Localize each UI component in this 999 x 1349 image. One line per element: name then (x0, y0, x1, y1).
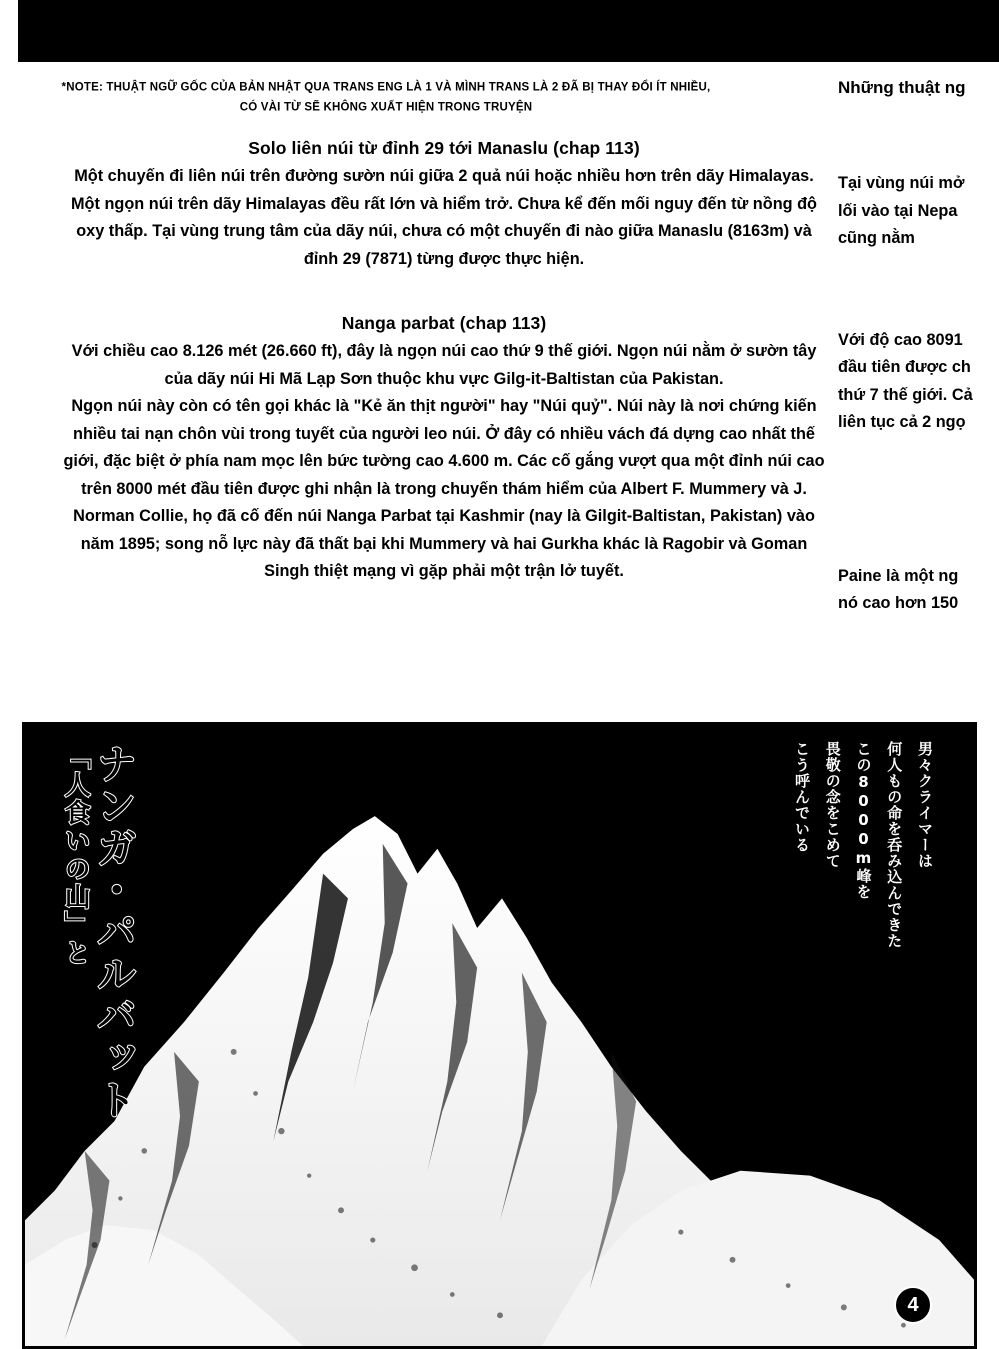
right-para1-line2: lối vào tại Nepa (838, 201, 958, 220)
right-para2-line4: liên tục cả 2 ngọ (838, 413, 966, 431)
right-clipped-column (838, 78, 999, 618)
panel-caption-col-5: こう呼んでいる (793, 741, 811, 853)
section-title-solo: Solo liên núi từ đỉnh 29 tới Manaslu (chap 113) (248, 138, 640, 158)
right-spacer-3 (838, 437, 999, 563)
section-title-nanga: Nanga parbat (chap 113) (341, 313, 547, 333)
translator-note: *NOTE: THUẬT NGỮ GỐC CỦA BẢN NHẬT QUA TRANS ENG LÀ 1 VÀ MÌNH TRANS LÀ 2 ĐÃ BỊ THAY ĐỔI ÍT NHIỀU, CÓ VÀI TỪ SẼ KHÔNG XUẤT HIỆN TRONG TRUYỆN (61, 81, 711, 114)
panel-caption-col-4: 畏敬の念をこめて (823, 741, 842, 869)
right-para2-line1: Với độ cao 8091 (838, 330, 963, 349)
section-body-nanga-2: Ngọn núi này còn có tên gọi khác là "Kẻ ăn thịt người" hay "Núi quỷ". Núi này là nơi chứng kiến nhiều tai nạn chôn vùi trong tuyết của người leo núi. Ở đây có nhiều vách đá dựng cao nhất thế giới, đặc biệt ở phía nam mọc lên bức tường cao 4.600 m. Các cố gắng vượt qua một đỉnh núi cao trên 8000 mét đầu tiên được ghi nhận là trong chuyến thám hiểm của Albert F. Mummery và J. Norman Collie, họ đã cố đến núi Nanga Parbat tại Kashmir (nay là Gilgit-Baltistan, Pakistan) vào năm 1895; song nỗ lực này đã thất bại khi Mummery và hai Gurkha khác là Ragobir và Goman Singh thiệt mạng vì gặp phải một trận lở tuyết. (63, 397, 825, 580)
panel-title-main: ナンガ・パルバット (90, 743, 137, 1121)
section-spacer (58, 273, 830, 313)
right-para2-line3: thứ 7 thế giới. Cả (838, 385, 973, 404)
panel-caption-japanese (792, 741, 934, 949)
main-text-column (58, 138, 830, 586)
panel-title-sub: 「人食いの山」と (60, 743, 91, 967)
right-para3-line1: Paine là một ng (838, 566, 959, 585)
manga-panel-nanga-parbat (22, 722, 977, 1349)
panel-caption-col-1: 男々クライマーは (916, 741, 934, 869)
right-para1-line3: cũng nằm (838, 229, 915, 247)
panel-caption-col-2: 何人もの命を呑み込んできた (885, 741, 904, 949)
right-spacer-1 (838, 98, 999, 170)
right-column-heading: Những thuật ng (838, 78, 966, 97)
right-para3-line2: nó cao hơn 150 (838, 594, 959, 612)
right-spacer-2 (838, 253, 999, 327)
panel-title-japanese (60, 743, 137, 1121)
page-number-badge: 4 (894, 1286, 932, 1324)
section-body-nanga-1: Với chiều cao 8.126 mét (26.660 ft), đây là ngọn núi cao thứ 9 thế giới. Ngọn núi nằm ở sườn tây của dãy núi Hi Mã Lạp Sơn thuộc khu vực Gilg-it-Baltistan của Pakistan. (71, 342, 817, 388)
right-para2-line2: đầu tiên được ch (838, 358, 971, 376)
right-para1-line1: Tại vùng núi mở (838, 174, 965, 192)
section-body-solo: Một chuyến đi liên núi trên đường sườn núi giữa 2 quả núi hoặc nhiều hơn trên dãy Himalayas. Một ngọn núi trên dãy Himalayas đều rất lớn và hiểm trở. Chưa kể đến mối nguy đến từ nồng độ oxy thấp. Tại vùng trung tâm của dãy núi, chưa có một chuyến đi nào giữa Manaslu (8163m) và đỉnh 29 (7871) từng được thực hiện. (71, 167, 817, 268)
panel-caption-col-3: この8000m峰を (854, 741, 873, 900)
